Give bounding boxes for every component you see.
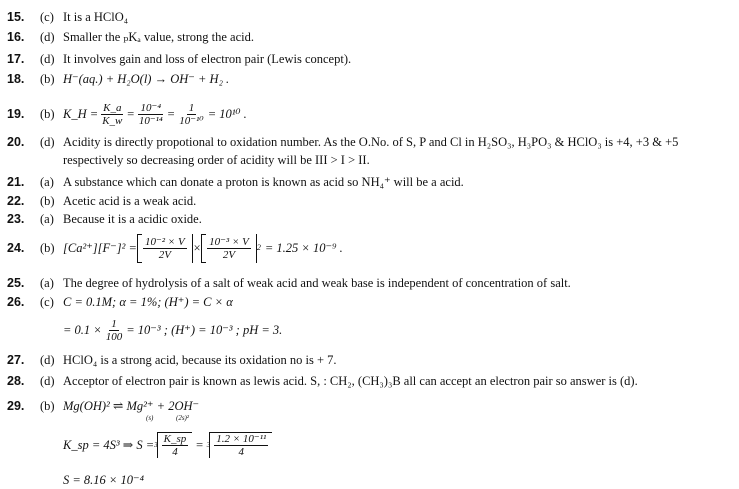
equation: C = 0.1M; α = 1%; (H⁺) = C × α [63,295,233,309]
question-number: 15. [7,10,25,24]
question-number: 17. [7,52,25,66]
equation-line-2 [63,314,282,346]
answer-option: (b) [40,72,55,86]
denominator: 10⁻¹⁴ [138,114,163,127]
equation-lhs: K_H = [63,107,99,121]
answer-option: (d) [40,353,55,367]
question-number: 24. [7,241,25,255]
root-index: 3 [206,441,211,449]
bracket [201,234,257,263]
equation-rhs: = 1.25 × 10⁻⁹ . [264,241,343,255]
answer-26 [0,294,739,346]
subscript-label: (2s)² [176,414,189,422]
answer-option: (a) [40,276,54,290]
question-number: 29. [7,399,25,413]
explanation: Smaller the ₚKₐ value, strong the acid. [63,30,255,44]
numerator: 10⁻⁴ [140,101,162,114]
equation-lhs: [Ca²⁺][F⁻]² = [63,241,137,255]
numerator: 10⁻² × V [144,235,185,248]
question-number: 22. [7,194,25,208]
fraction [100,102,124,127]
answer-option: (b) [40,241,55,255]
subscript-label: (s) [146,414,154,422]
answer-option: (b) [40,194,55,208]
answer-option: (b) [40,107,55,121]
question-number: 16. [7,30,25,44]
equals-sign: = [195,438,204,452]
radicand [206,432,272,458]
answer-option: (d) [40,135,55,149]
denominator: 2V [222,248,236,261]
answer-option: (b) [40,399,55,413]
answer-24 [0,230,739,266]
answer-option: (d) [40,374,55,388]
denominator: 100 [105,330,123,343]
question-number: 28. [7,374,25,388]
bracket [137,234,193,263]
result: S = 8.16 × 10⁻⁴ [63,473,144,487]
equation-lhs: K_sp = 4S³ ⇒ S = [63,438,155,452]
explanation: A substance which can donate a proton is known as acid so NH₄⁺ will be a acid. [63,175,464,189]
explanation: Acidity is directly propotional to oxidation number. As the O.No. of S, P and Cl in H₂SO₃, H₃PO₃ & HClO₃ is +4, +3 & +5 [63,135,679,149]
question-number: 21. [7,175,25,189]
times-sign: × [192,241,202,255]
answer-option: (d) [40,30,55,44]
explanation: HClO₄ is a strong acid, because its oxidation no is + 7. [63,353,337,367]
question-number: 27. [7,353,25,367]
fraction [143,236,187,261]
answer-option: (a) [40,212,54,226]
question-number: 19. [7,107,25,121]
numerator: K_a [103,101,122,114]
numerator: 1.2 × 10⁻¹¹ [216,433,267,445]
fraction [104,318,125,343]
explanation: It involves gain and loss of electron pair (Lewis concept). [63,52,352,66]
numerator: K_sp [163,433,187,445]
answer-option: (c) [40,295,54,309]
question-number: 26. [7,295,25,309]
equals-sign: = [126,107,135,121]
explanation: The degree of hydrolysis of a salt of weak acid and weak base is independent of concentration of salt. [63,276,571,290]
cube-root [154,432,192,458]
denominator: 4 [238,446,245,458]
ksp-equation [63,428,272,462]
question-number: 18. [7,72,25,86]
question-number: 23. [7,212,25,226]
equation-rhs: = 10¹⁰ . [207,107,247,121]
answer-19 [0,98,739,130]
equation: Mg(OH)² ⇌ Mg²⁺ + 2OH⁻ [63,399,200,413]
root-index: 3 [154,441,158,449]
fraction [137,102,165,127]
question-number: 25. [7,276,25,290]
explanation: Acetic acid is a weak acid. [63,194,197,208]
fraction [214,433,268,458]
explanation: It is a HClO₄ [63,10,129,24]
denominator: K_w [102,114,123,127]
answer-option: (c) [40,10,54,24]
denominator: 10⁻¹⁰ [179,114,204,127]
numerator: 10⁻³ × V [209,235,249,248]
equation: [Ca²⁺][F⁻]² = $\frac{\text{10⁻² × V}}{2V}$ × $\frac{\text{10⁻³ × V}}{2V}$ 2 = 1.25 × 10⁻⁹ . [63,235,343,261]
fraction [207,236,251,261]
fraction [177,102,206,127]
equation-rhs: = 10⁻³ ; (H⁺) = 10⁻³ ; pH = 3. [126,323,283,337]
question-number: 20. [7,135,25,149]
cube-root [207,432,273,458]
explanation: Because it is a acidic oxide. [63,212,202,226]
numerator: 1 [111,317,117,330]
radicand [157,432,193,458]
denominator: 4 [172,446,178,458]
explanation: Acceptor of electron pair is known as lewis acid. S, : CH₂, (CH₃)₃B all can accept an electron pair so answer is (d). [63,374,638,388]
answer-29 [0,396,739,489]
answer-option: (a) [40,175,54,189]
answer-20 [0,134,739,168]
equation [63,98,247,130]
numerator: 1 [188,101,195,114]
fraction [162,433,189,458]
equation: H⁻(aq.) + H₂O(l) → OH⁻ + H₂ . [63,72,230,86]
equals-sign: = [166,107,176,121]
equation-lhs: = 0.1 × [63,323,102,337]
answer-option: (d) [40,52,55,66]
denominator: 2V [158,248,171,261]
explanation-continued: respectively so decreasing order of acidity will be III > I > II. [63,153,370,167]
